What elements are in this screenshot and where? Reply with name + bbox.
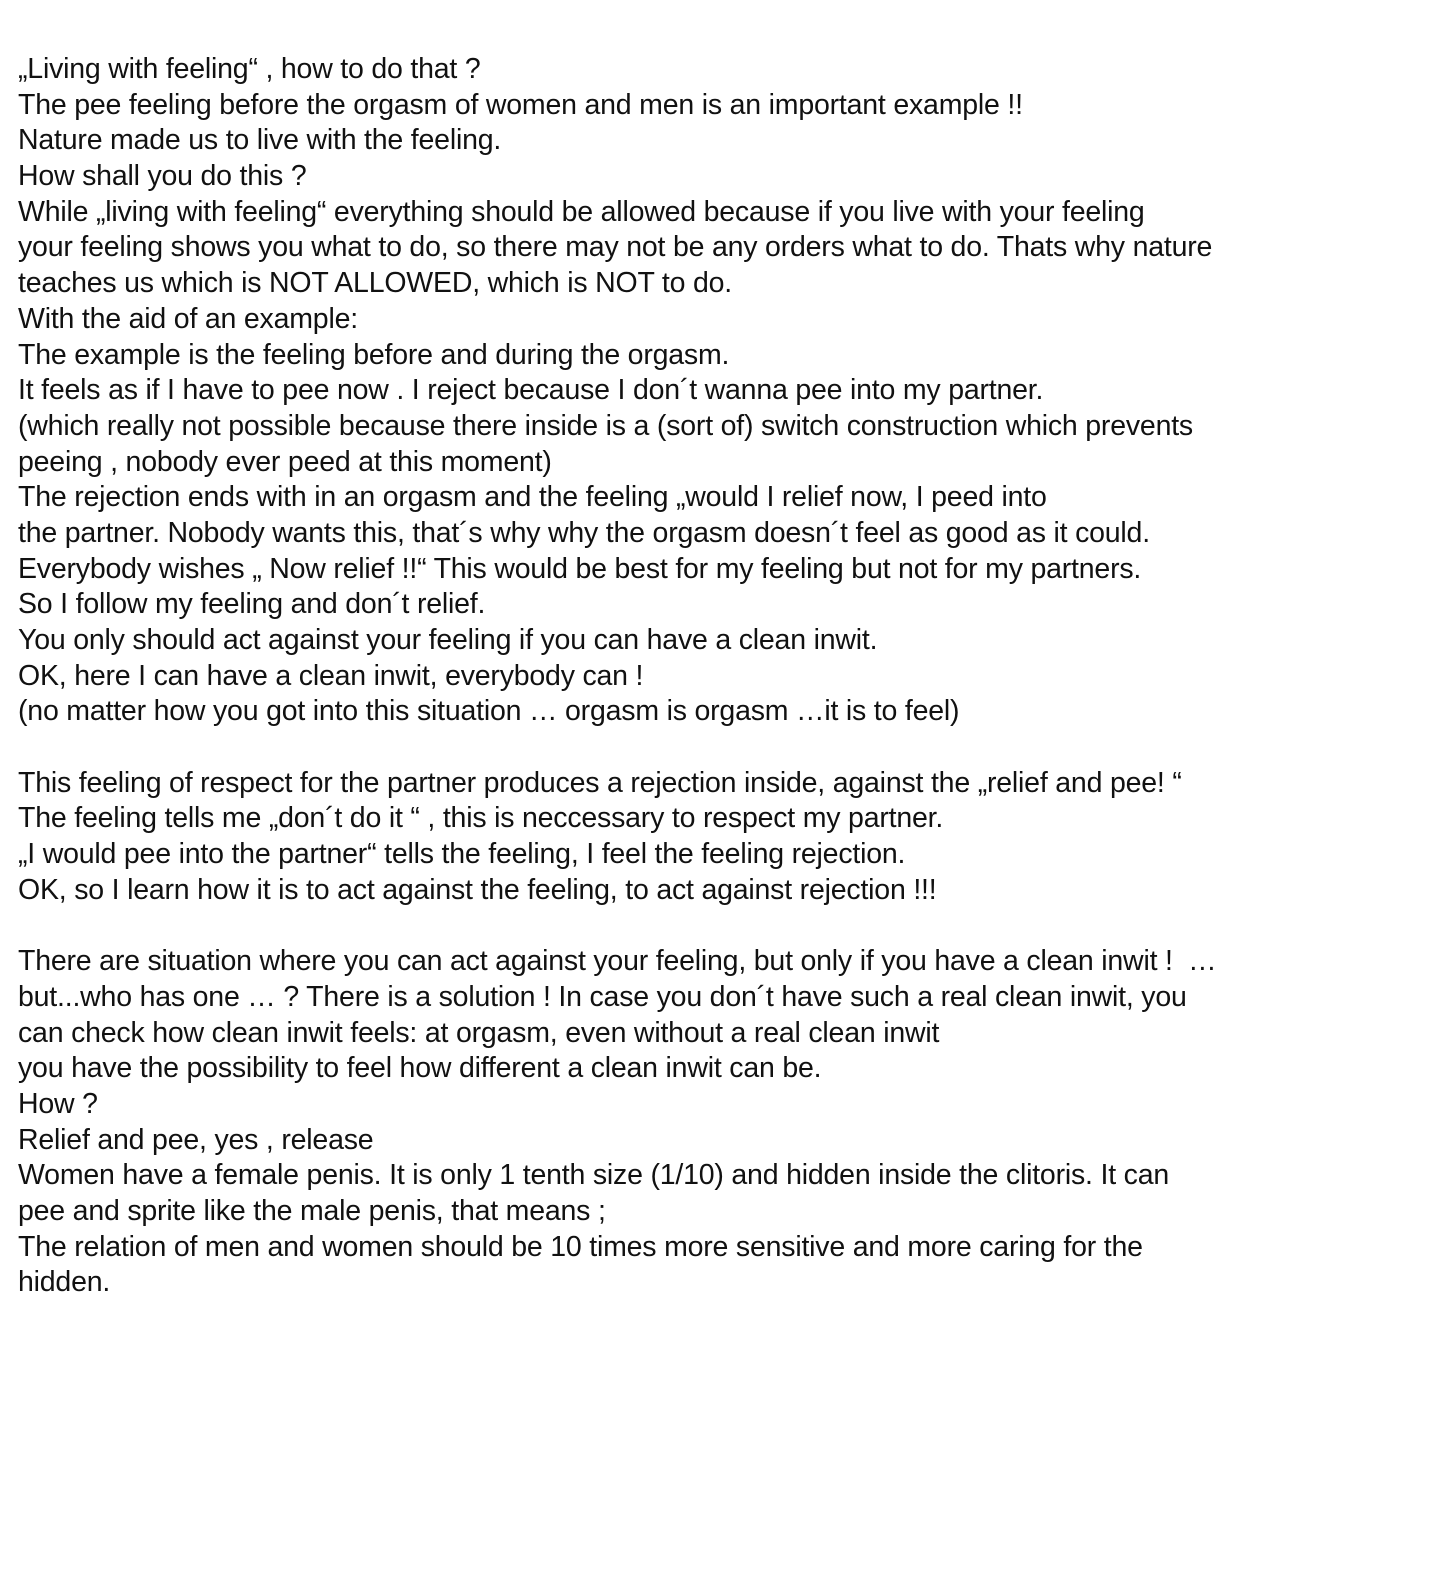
paragraph-1 — [18, 52, 1428, 730]
paragraph-2 — [18, 766, 1428, 909]
text-line: Relief and pee, yes , release — [18, 1123, 374, 1156]
paragraph-3 — [18, 944, 1428, 1301]
text-line: The pee feeling before the orgasm of women and men is an important example !! — [18, 88, 1023, 121]
text-line: the partner. Nobody wants this, that´s why why the orgasm doesn´t feel as good as it could. — [18, 516, 1150, 549]
text-line: hidden. — [18, 1266, 111, 1299]
text-line: Women have a female penis. It is only 1 tenth size (1/10) and hidden inside the clitoris. It can — [18, 1159, 1169, 1192]
text-line: The feeling tells me „don´t do it “ , this is neccessary to respect my partner. — [18, 802, 944, 835]
text-line: Everybody wishes „ Now relief !!“ This would be best for my feeling but not for my partners. — [18, 552, 1142, 585]
paragraph-spacer — [18, 909, 1428, 945]
text-line: your feeling shows you what to do, so there may not be any orders what to do. Thats why nature — [18, 231, 1213, 264]
text-line: The relation of men and women should be 10 times more sensitive and more caring for the — [18, 1230, 1143, 1263]
text-line: The rejection ends with in an orgasm and the feeling „would I relief now, I peed into — [18, 481, 1047, 514]
text-line: pee and sprite like the male penis, that means ; — [18, 1195, 606, 1227]
text-line: With the aid of an example: — [18, 302, 358, 335]
text-line: This feeling of respect for the partner produces a rejection inside, against the „relief and pee! “ — [18, 766, 1182, 799]
text-line: You only should act against your feeling if you can have a clean inwit. — [18, 624, 878, 656]
document-body — [18, 52, 1428, 1301]
text-line: How shall you do this ? — [18, 160, 307, 193]
text-line: peeing , nobody ever peed at this moment) — [18, 445, 552, 478]
text-line: can check how clean inwit feels: at orgasm, even without a real clean inwit — [18, 1016, 940, 1049]
text-line: you have the possibility to feel how different a clean inwit can be. — [18, 1052, 822, 1085]
text-line: OK, so I learn how it is to act against the feeling, to act against rejection !!! — [18, 873, 937, 906]
text-line: teaches us which is NOT ALLOWED, which is NOT to do. — [18, 267, 732, 300]
text-line: So I follow my feeling and don´t relief. — [18, 588, 486, 621]
text-line: OK, here I can have a clean inwit, everybody can ! — [18, 659, 644, 692]
paragraph-spacer — [18, 730, 1428, 766]
text-line: It feels as if I have to pee now . I reject because I don´t wanna pee into my partner. — [18, 374, 1044, 407]
text-line: Nature made us to live with the feeling. — [18, 124, 502, 157]
text-line: While „living with feeling“ everything should be allowed because if you live with your feeling — [18, 195, 1145, 228]
text-line: „I would pee into the partner“ tells the feeling, I feel the feeling rejection. — [18, 838, 906, 871]
text-line: The example is the feeling before and during the orgasm. — [18, 338, 730, 371]
text-line: There are situation where you can act against your feeling, but only if you have a clean inwit ! … — [18, 945, 1217, 978]
text-line: but...who has one … ? There is a solution ! In case you don´t have such a real clean inwit, you — [18, 980, 1187, 1013]
text-line: How ? — [18, 1087, 98, 1120]
text-line: (which really not possible because there inside is a (sort of) switch construction which prevents — [18, 409, 1193, 442]
text-line: „Living with feeling“ , how to do that ? — [18, 53, 481, 85]
text-line: (no matter how you got into this situation … orgasm is orgasm …it is to feel) — [18, 695, 960, 728]
